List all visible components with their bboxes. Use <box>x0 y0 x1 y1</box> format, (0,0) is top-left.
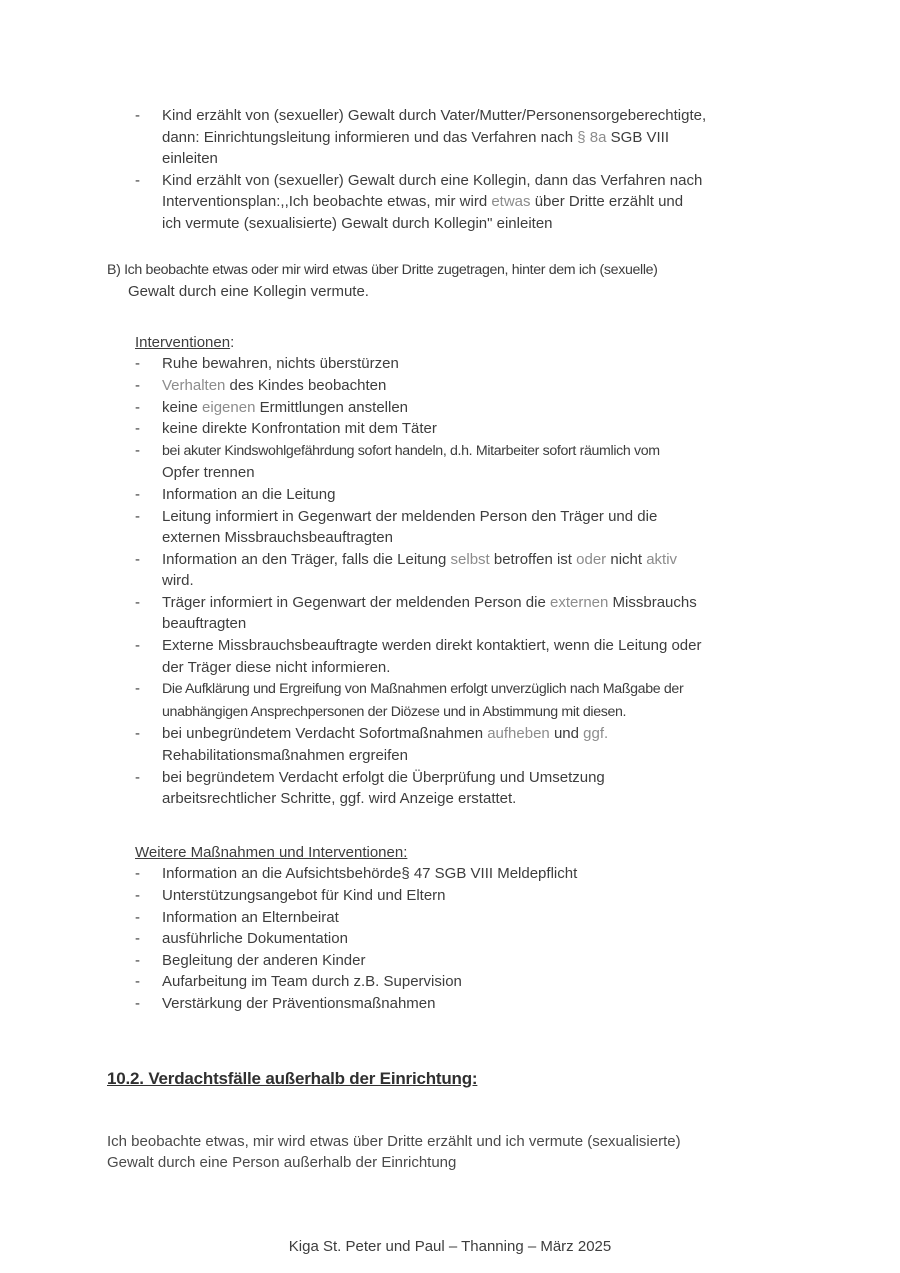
text-segment: aufheben <box>487 725 550 743</box>
text-segment: externen Missbrauchsbeauftragten <box>162 529 393 547</box>
list-item <box>135 950 790 972</box>
list-item-text <box>162 928 790 950</box>
text-segment: selbst <box>450 550 490 568</box>
bullet-dash: - <box>135 441 140 459</box>
text-segment: Leitung informiert in Gegenwart der meldenden Person den Träger und die <box>162 507 658 525</box>
bullet-dash: - <box>135 865 140 883</box>
text-segment: betroffen ist <box>489 550 577 568</box>
list-item-text <box>162 375 790 397</box>
text-segment: über Dritte erzählt und <box>530 193 684 211</box>
text-segment: aktiv <box>646 550 678 568</box>
list-item <box>135 105 790 170</box>
list-item-text <box>162 506 790 549</box>
list-item <box>135 484 790 506</box>
interventions-heading-colon: : <box>230 333 235 351</box>
list-item-text <box>162 105 790 170</box>
list-item <box>135 678 790 723</box>
bullet-dash: - <box>135 507 140 525</box>
further-measures-heading: Weitere Maßnahmen und Interventionen: <box>135 843 408 861</box>
text-segment: nicht <box>606 550 647 568</box>
text-segment: B) Ich beobachte etwas oder mir wird etwas über Dritte zugetragen, hinter dem ich (sexuelle) <box>107 261 658 278</box>
top-bullet-list <box>135 105 790 235</box>
text-segment: Interventionsplan:,,Ich beobachte etwas, mir wird <box>162 193 492 211</box>
list-item <box>135 635 790 678</box>
list-item-text <box>162 971 790 993</box>
text-segment: Ermittlungen anstellen <box>255 398 409 416</box>
list-item <box>135 863 790 885</box>
text-segment: § 8a <box>577 128 607 146</box>
text-segment: eigenen <box>202 398 256 416</box>
text-segment: SGB VIII <box>606 128 670 146</box>
list-item-text <box>162 549 790 592</box>
list-item <box>135 971 790 993</box>
text-segment: bei unbegründetem Verdacht Sofortmaßnahmen <box>162 725 488 743</box>
bullet-dash: - <box>135 637 140 655</box>
bullet-dash: - <box>135 887 140 904</box>
text-segment: Missbrauchs <box>608 593 697 611</box>
bullet-dash: - <box>135 420 140 438</box>
text-segment: Verstärkung der Präventionsmaßnahmen <box>162 994 436 1012</box>
list-item-text <box>162 950 790 972</box>
bullet-dash: - <box>135 485 140 503</box>
list-item-text <box>162 635 790 678</box>
text-segment: Ruhe bewahren, nichts überstürzen <box>162 355 399 373</box>
paragraph-section-b <box>107 259 790 303</box>
text-segment: Gewalt durch eine Kollegin vermute. <box>128 283 369 301</box>
bullet-dash: - <box>135 994 140 1012</box>
list-item-text <box>162 678 790 723</box>
text-segment: Opfer trennen <box>162 464 255 482</box>
text-segment: Begleitung der anderen Kinder <box>162 951 366 969</box>
text-segment: Information an den Träger, falls die Leitung <box>162 550 451 568</box>
text-segment: Ich beobachte etwas, mir wird etwas über Dritte erzählt und ich vermute (sexualisierte) <box>107 1132 681 1150</box>
bullet-dash: - <box>135 376 140 394</box>
list-item <box>135 375 790 397</box>
interventions-heading-text: Interventionen <box>135 333 231 351</box>
text-segment: bei akuter Kindswohlgefährdung sofort handeln, d.h. Mitarbeiter sofort räumlich vom <box>162 442 660 459</box>
bullet-dash: - <box>135 768 140 786</box>
text-segment: Externe Missbrauchsbeauftragte werden direkt kontaktiert, wenn die Leitung oder <box>162 637 702 655</box>
text-segment: der Träger diese nicht informieren. <box>162 658 391 676</box>
list-item-text <box>162 863 790 885</box>
text-segment: etwas <box>491 193 531 211</box>
list-item-text <box>162 885 790 907</box>
text-segment: ich vermute (sexualisierte) Gewalt durch Kollegin" einleiten <box>162 214 553 232</box>
list-item <box>135 170 790 235</box>
bullet-dash: - <box>135 550 140 568</box>
list-item <box>135 440 790 484</box>
bullet-dash: - <box>135 680 140 698</box>
text-segment: arbeitsrechtlicher Schritte, ggf. wird Anzeige erstattet. <box>162 790 517 808</box>
list-item-text <box>162 993 790 1015</box>
text-segment: oder <box>576 550 607 568</box>
text-segment: Rehabilitationsmaßnahmen ergreifen <box>162 747 408 765</box>
text-segment: Kind erzählt von (sexueller) Gewalt durch eine Kollegin, dann das Verfahren nach <box>162 171 703 189</box>
section-heading-10-2: 10.2. Verdachtsfälle außerhalb der Einrichtung: <box>107 1068 478 1088</box>
list-item-text <box>162 907 790 929</box>
list-item <box>135 353 790 375</box>
text-segment: ggf. <box>583 725 609 743</box>
text-segment: und <box>549 725 584 743</box>
text-segment: externen <box>549 593 609 611</box>
paragraph-section-10-2 <box>107 1131 790 1174</box>
text-segment: Verhalten <box>162 376 226 394</box>
text-segment: beauftragten <box>162 615 247 633</box>
text-segment: Kind erzählt von (sexueller) Gewalt durch Vater/Mutter/Personensorgeberechtigte, <box>162 107 707 124</box>
list-item-text <box>162 767 790 810</box>
list-item <box>135 928 790 950</box>
list-item <box>135 418 790 440</box>
list-item <box>135 907 790 929</box>
list-item-text <box>162 418 790 440</box>
list-item <box>135 885 790 907</box>
list-item <box>135 767 790 810</box>
bullet-dash: - <box>135 593 140 611</box>
text-segment: wird. <box>162 572 194 590</box>
text-segment: ausführliche Dokumentation <box>162 930 348 948</box>
list-item <box>135 397 790 419</box>
list-item-text <box>162 592 790 635</box>
list-item-text <box>162 484 790 506</box>
text-segment: keine <box>162 398 203 416</box>
list-item <box>135 592 790 635</box>
bullet-dash: - <box>135 930 140 948</box>
text-segment: des Kindes beobachten <box>225 376 387 394</box>
text-segment: Gewalt durch eine Person außerhalb der Einrichtung <box>107 1154 457 1172</box>
text-segment: Information an die Leitung <box>162 485 336 503</box>
bullet-dash: - <box>135 951 140 969</box>
text-segment: dann: Einrichtungsleitung informieren und das Verfahren nach <box>162 128 578 146</box>
bullet-dash: - <box>135 171 140 189</box>
text-segment: Die Aufklärung und Ergreifung von Maßnahmen erfolgt unverzüglich nach Maßgabe der <box>162 681 684 698</box>
list-item-text <box>162 353 790 375</box>
bullet-dash: - <box>135 973 140 991</box>
list-item <box>135 723 790 766</box>
list-item <box>135 993 790 1015</box>
bullet-dash: - <box>135 725 140 743</box>
interventions-list <box>135 353 790 809</box>
bullet-dash: - <box>135 908 140 926</box>
bullet-dash: - <box>135 107 140 124</box>
bullet-dash: - <box>135 398 140 416</box>
text-segment: unabhängigen Ansprechpersonen der Diözese und in Abstimmung mit diesen. <box>162 703 627 720</box>
bullet-dash: - <box>135 355 140 373</box>
interventions-heading <box>135 332 790 354</box>
list-item-text <box>162 723 790 766</box>
list-item <box>135 506 790 549</box>
text-segment: einleiten <box>162 150 218 168</box>
text-segment: bei begründetem Verdacht erfolgt die Überprüfung und Umsetzung <box>162 768 605 786</box>
text-segment: Information an Elternbeirat <box>162 908 339 926</box>
page-footer: Kiga St. Peter und Paul – Thanning – März 2025 <box>288 1237 612 1255</box>
text-segment: Unterstützungsangebot für Kind und Eltern <box>162 887 446 904</box>
list-item-text <box>162 397 790 419</box>
text-segment: Information an die Aufsichtsbehörde§ 47 SGB VIII Meldepflicht <box>162 865 578 883</box>
list-item-text <box>162 170 790 235</box>
text-segment: keine direkte Konfrontation mit dem Täter <box>162 420 437 438</box>
further-measures-list <box>135 863 790 1014</box>
text-segment: Träger informiert in Gegenwart der meldenden Person die <box>162 593 550 611</box>
list-item <box>135 549 790 592</box>
text-segment: Aufarbeitung im Team durch z.B. Supervision <box>162 973 462 991</box>
list-item-text <box>162 440 790 484</box>
